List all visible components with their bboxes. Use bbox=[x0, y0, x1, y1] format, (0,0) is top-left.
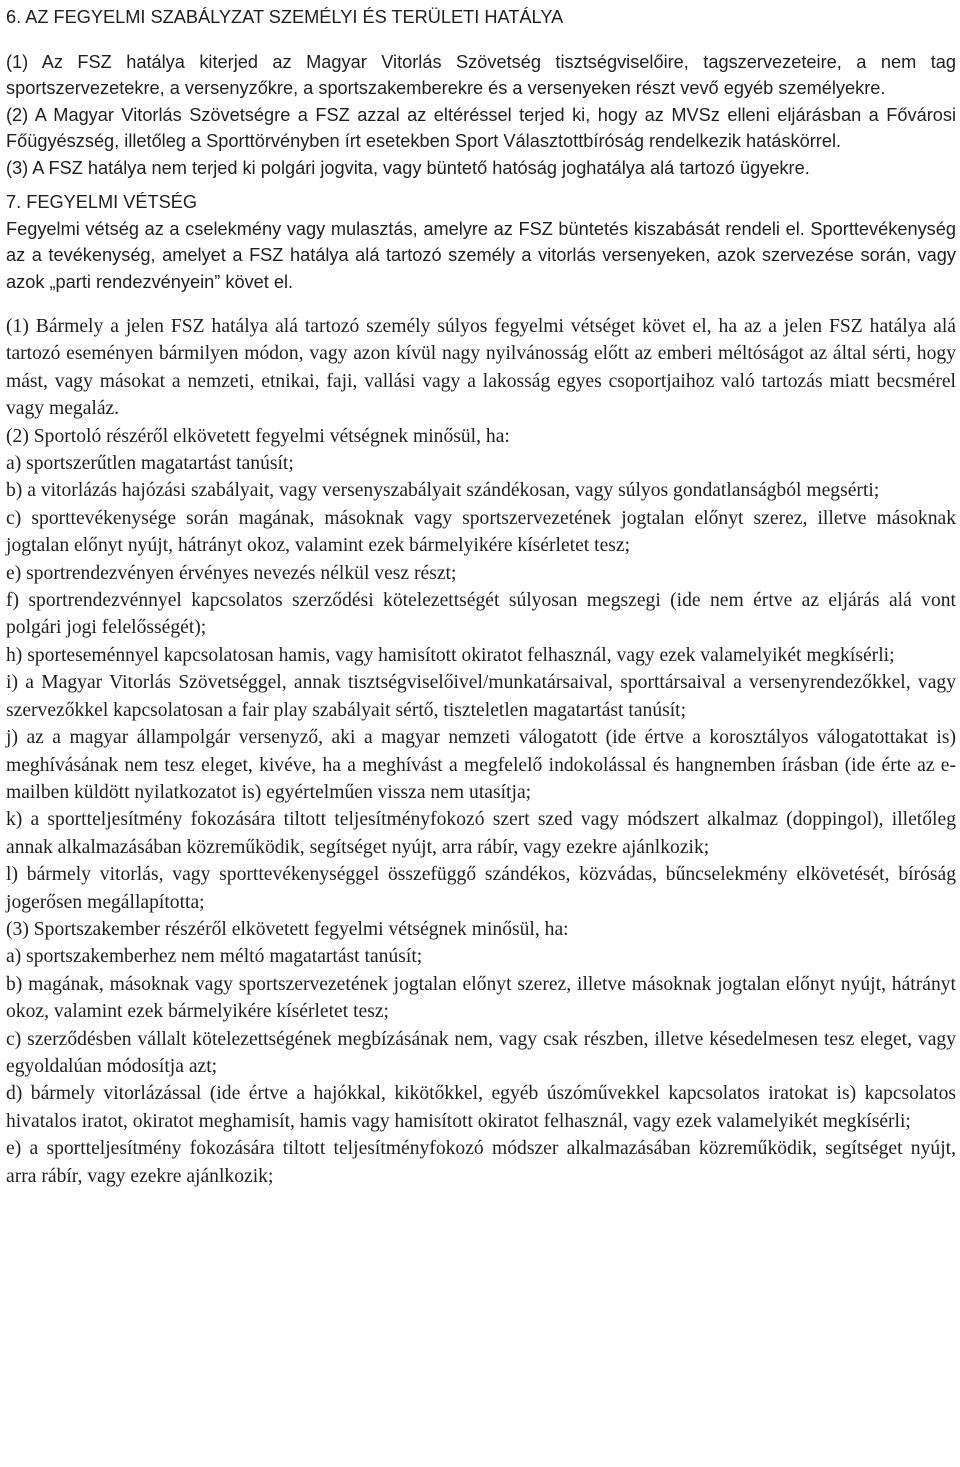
list-item: h) sporteseménnyel kapcsolatosan hamis, vagy hamisított okiratot felhasznál, vagy ezek valamelyikét megkísérli; bbox=[6, 644, 895, 666]
body-paragraph-2: (2) Sportoló részéről elkövetett fegyelmi vétségnek minősül, ha: bbox=[6, 425, 510, 447]
list-item: k) a sportteljesítmény fokozására tiltott teljesítményfokozó szert szed vagy módszert alkalmaz (doppingol), illetőleg annak alkalmazásában közreműködik, segítséget nyújt, arra rábír, vagy ezekre ajánlkozik; bbox=[6, 809, 956, 858]
list-item: i) a Magyar Vitorlás Szövetséggel, annak tisztségviselőivel/munkatársaival, sporttársaival a versenyrendezőkkel, vagy szervezőkkel kapcsolatosan a fair play szabályait sértő, tiszteletlen magatartást tanúsít; bbox=[6, 672, 956, 721]
list-item: l) bármely vitorlás, vagy sporttevékenységgel összefüggő szándékos, közvádas, bűncselekmény elkövetését, bíróság jogerősen megállapította; bbox=[6, 864, 956, 913]
section-7-body bbox=[6, 313, 956, 1190]
section-6-heading: 6. AZ FEGYELMI SZABÁLYZAT SZEMÉLYI ÉS TERÜLETI HATÁLYA bbox=[6, 7, 564, 27]
list-item: c) szerződésben vállalt kötelezettségének megbízásának nem, vagy csak részben, illetve késedelmesen tesz eleget, vagy egyoldalúan módosítja azt; bbox=[6, 1028, 956, 1077]
section-6-paragraph-2: (2) A Magyar Vitorlás Szövetségre a FSZ azzal az eltéréssel terjed ki, hogy az MVSz elleni eljárásban a Fővárosi Főügyészség, illetőleg a Sporttörvényben írt esetekben Sport Választottbíróság rendelkezik hatáskörrel. bbox=[6, 104, 956, 151]
list-item: j) az a magyar állampolgár versenyző, aki a magyar nemzeti válogatott (ide értve a korosztályos válogatottakat is) meghívásának nem tesz eleget, kivéve, ha a meghívást a megfelelő indokolással és hangnemben írásban (ide érte az e-mailben küldött nyilatkozatot is) egyértelműen vissza nem utasítja; bbox=[6, 727, 956, 803]
list-item: e) a sportteljesítmény fokozására tiltott teljesítményfokozó módszer alkalmazásában közreműködik, segítséget nyújt, arra rábír, vagy ezekre ajánlkozik; bbox=[6, 1138, 956, 1187]
list-item: f) sportrendezvénnyel kapcsolatos szerződési kötelezettségét súlyosan megszegi (ide nem értve az eljárás alá vont polgári jogi felelősségét); bbox=[6, 590, 956, 639]
body-paragraph-1: (1) Bármely a jelen FSZ hatálya alá tartozó személy súlyos fegyelmi vétséget követ el, ha az a jelen FSZ hatálya alá tartozó eseményen bármilyen módon, vagy azon kívül nagy nyilvánosság előtt az emberi méltóságot az által sérti, hogy mást, vagy másokat a nemzeti, etnikai, faji, vallási vagy a lakosság egyes csoportjaihoz való tartozás miatt becsmérel vagy megaláz. bbox=[6, 316, 956, 420]
section-7-paragraph-1: Fegyelmi vétség az a cselekmény vagy mulasztás, amelyre az FSZ büntetés kiszabását rendeli el. Sporttevékenység az a tevékenység, amelyet a FSZ hatálya alá tartozó személy a vitorlás versenyeken, azok szervezése során, vagy azok „parti rendezvényein” követ el. bbox=[6, 218, 956, 292]
section-6 bbox=[6, 4, 956, 181]
list-item: a) sportszakemberhez nem méltó magatartást tanúsít; bbox=[6, 946, 423, 968]
list-item: b) a vitorlázás hajózási szabályait, vagy versenyszabályait szándékosan, vagy súlyos gondatlanságból megsérti; bbox=[6, 480, 880, 502]
section-6-paragraph-3: (3) A FSZ hatálya nem terjed ki polgári jogvita, vagy büntető hatóság joghatálya alá tartozó ügyekre. bbox=[6, 157, 810, 178]
list-item: d) bármely vitorlázással (ide értve a hajókkal, kikötőkkel, egyéb úszóművekkel kapcsolatos iratokat is) kapcsolatos hivatalos iratot, okiratot meghamisít, hamis vagy hamisított okiratot felhasznál, vagy ezek valamelyikét megkísérli; bbox=[6, 1083, 956, 1132]
body-paragraph-3: (3) Sportszakember részéről elkövetett fegyelmi vétségnek minősül, ha: bbox=[6, 918, 569, 940]
section-7 bbox=[6, 189, 956, 295]
document-page bbox=[6, 4, 956, 1190]
list-item: b) magának, másoknak vagy sportszervezetének jogtalan előnyt szerez, illetve másoknak jogtalan előnyt nyújt, hátrányt okoz, valamint ezek bármelyikére kísérletet tesz; bbox=[6, 973, 956, 1023]
section-6-paragraph-1: (1) Az FSZ hatálya kiterjed az Magyar Vitorlás Szövetség tisztségviselőire, tagszervezeteire, a nem tag sportszervezetekre, a versenyzőkre, a sportszakemberekre és a versenyeken részt vevő egyéb személyekre. bbox=[6, 51, 956, 98]
section-7-heading: 7. FEGYELMI VÉTSÉG bbox=[6, 192, 198, 212]
list-item: e) sportrendezvényen érvényes nevezés nélkül vesz részt; bbox=[6, 562, 457, 584]
list-item: a) sportszerűtlen magatartást tanúsít; bbox=[6, 453, 294, 475]
list-item: c) sporttevékenysége során magának, másoknak vagy sportszervezetének jogtalan előnyt szerez, illetve másoknak jogtalan előnyt nyújt, hátrányt okoz, valamint ezek bármelyikére kísérletet tesz; bbox=[6, 507, 956, 557]
